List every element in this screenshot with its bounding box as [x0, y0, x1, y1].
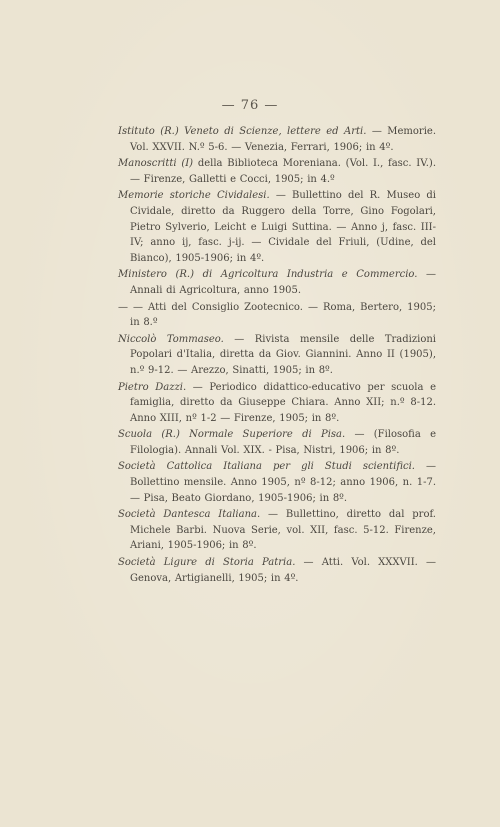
entry-author: Niccolò Tommaseo. [118, 333, 224, 345]
entry-details: della Biblioteca Moreniana. (Vol. I., fasc. IV.). — Firenze, Galletti e Cocci, 1905; in 4.º [130, 158, 436, 185]
entry-details: — Bullettino del R. Museo di Cividale, diretto da Ruggero della Torre, Gino Fogolari, Pietro Sylverio, Leicht e Luigi Suttina. — Anno j, fasc. III-IV; anno ij, fasc. j-ij. — Cividale del Friuli, (Udine, del Bianco), 1905-1906; in 4º. [130, 190, 436, 264]
entry-author: Ministero (R.) di Agricoltura Industria e Commercio. [118, 269, 418, 281]
bibliography-entry [118, 507, 436, 554]
bibliography-entry [118, 188, 436, 266]
bibliography-entry [118, 555, 436, 586]
bibliography-entry [118, 459, 436, 506]
entry-details: — Rivista mensile delle Tradizioni Popolari d'Italia, diretta da Giov. Giannini. Anno II (1905), n.º 9-12. — Arezzo, Sinatti, 1905; in 8º. [130, 333, 436, 376]
entry-details: — Atti. Vol. XXXVII. — Genova, Artigianelli, 1905; in 4º. [130, 557, 436, 584]
entry-author: Scuola (R.) Normale Superiore di Pisa. [118, 429, 346, 441]
entry-author: Manoscritti (I) [118, 158, 194, 170]
entry-details: — — Atti del Consiglio Zootecnico. — Roma, Bertero, 1905; in 8.º [118, 301, 436, 329]
bibliography-entry [118, 332, 436, 379]
entry-author: Società Cattolica Italiana per gli Studi scientifici. [118, 461, 415, 473]
bibliography-list [118, 124, 436, 587]
entry-details: — Bullettino, diretto dal prof. Michele Barbi. Nuova Serie, vol. XII, fasc. 5-12. Firenze, Ariani, 1905-1906; in 8º. [130, 509, 436, 552]
bibliography-entry [118, 156, 436, 187]
bibliography-entry [118, 267, 436, 298]
entry-author: Memorie storiche Cividalesi. [118, 190, 270, 202]
bibliography-entry [118, 427, 436, 458]
entry-author: Istituto (R.) Veneto di Scienze, lettere ed Arti. [118, 126, 367, 137]
bibliography-entry [118, 124, 436, 155]
entry-author: Pietro Dazzi. [118, 381, 187, 393]
entry-details: — Periodico didattico-educativo per scuola e famiglia, diretto da Giuseppe Chiara. Anno XII; n.º 8-12. Anno XIII, nº 1-2 — Firenze, 1905; in 8º. [130, 381, 436, 424]
entry-details: — Bollettino mensile. Anno 1905, nº 8-12; anno 1906, n. 1-7. — Pisa, Beato Giordano, 1905-1906; in 8º. [130, 461, 437, 504]
entry-details: — Annali di Agricoltura, anno 1905. [130, 269, 436, 296]
entry-details: — (Filosofia e Filologia). Annali Vol. XIX. - Pisa, Nistri, 1906; in 8º. [130, 429, 436, 456]
bibliography-entry [118, 380, 436, 427]
page-number: — 76 — [221, 98, 279, 113]
entry-author: Società Ligure di Storia Patria. [118, 557, 296, 569]
entry-details: — Memorie. Vol. XXVII. N.º 5-6. — Venezia, Ferrari, 1906; in 4º. [130, 126, 437, 153]
entry-author: Società Dantesca Italiana. [118, 509, 261, 521]
bibliography-entry [118, 300, 436, 331]
